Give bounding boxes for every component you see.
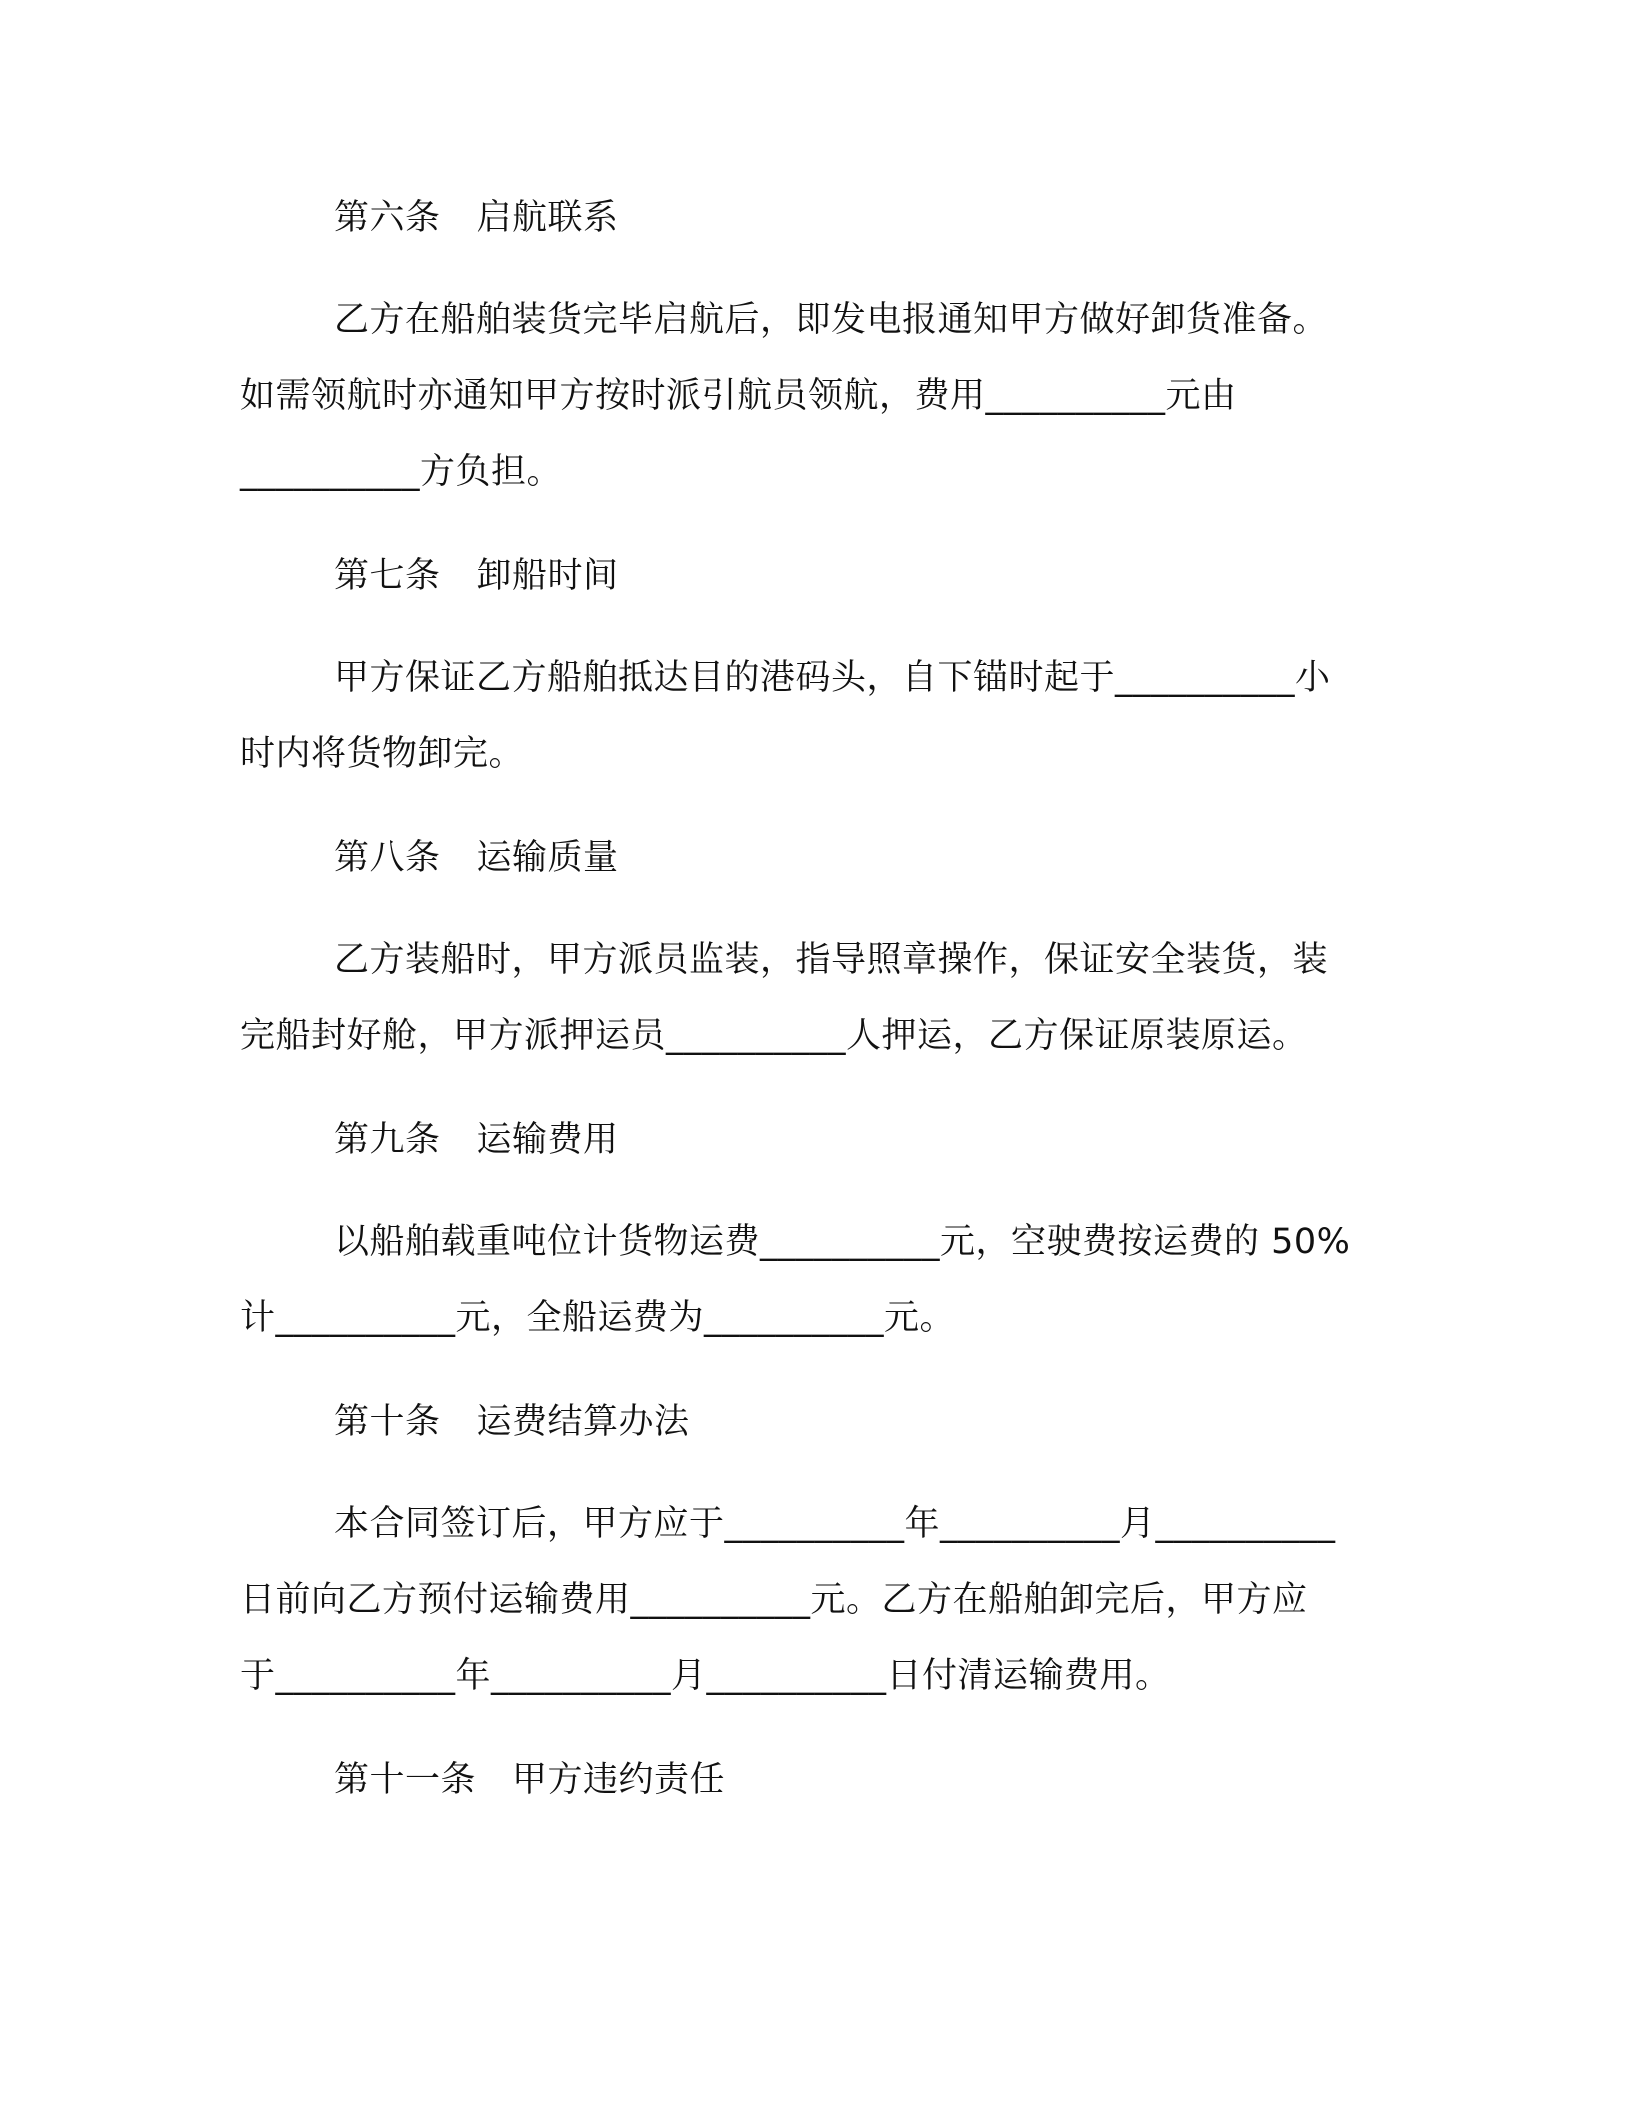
article-10-line-2: 日前向乙方预付运输费用__________元。乙方在船舶卸完后，甲方应 [240, 1580, 1308, 1620]
article-number: 第十条 [334, 1402, 441, 1442]
article-10-line-1: 本合同签订后，甲方应于__________年__________月__________ [334, 1504, 1336, 1544]
article-9-line-1: 以船舶载重吨位计货物运费__________元，空驶费按运费的 50% [334, 1222, 1351, 1262]
article-7-heading [334, 552, 619, 600]
article-6-line-3: __________方负担。 [240, 452, 563, 492]
article-number: 第六条 [334, 198, 441, 238]
article-8-line-2: 完船封好舱，甲方派押运员__________人押运，乙方保证原装原运。 [240, 1016, 1308, 1056]
article-number: 第九条 [334, 1120, 441, 1160]
article-10-line-3: 于__________年__________月__________日付清运输费用。 [240, 1656, 1171, 1696]
article-6-line-1: 乙方在船舶装货完毕启航后，即发电报通知甲方做好卸货准备。 [334, 300, 1329, 340]
article-6-heading [334, 194, 619, 242]
article-6-line-2: 如需领航时亦通知甲方按时派引航员领航，费用__________元由 [240, 376, 1237, 416]
article-7-line-2: 时内将货物卸完。 [240, 734, 525, 774]
article-7-line-1: 甲方保证乙方船舶抵达目的港码头，自下锚时起于__________小 [334, 658, 1331, 698]
article-number: 第十一条 [334, 1760, 477, 1800]
article-title: 运费结算办法 [476, 1402, 690, 1442]
article-title: 运输费用 [476, 1120, 619, 1160]
article-11-heading [334, 1756, 725, 1804]
article-9-heading [334, 1116, 619, 1164]
article-10-heading [334, 1398, 690, 1446]
article-title: 甲方违约责任 [512, 1760, 726, 1800]
article-8-line-1: 乙方装船时，甲方派员监装，指导照章操作，保证安全装货，装 [334, 940, 1329, 980]
article-number: 第八条 [334, 838, 441, 878]
article-8-heading [334, 834, 619, 882]
article-title: 卸船时间 [476, 556, 619, 596]
article-title: 运输质量 [476, 838, 619, 878]
article-9-line-2: 计__________元，全船运费为__________元。 [240, 1298, 956, 1338]
article-title: 启航联系 [476, 198, 619, 238]
article-number: 第七条 [334, 556, 441, 596]
